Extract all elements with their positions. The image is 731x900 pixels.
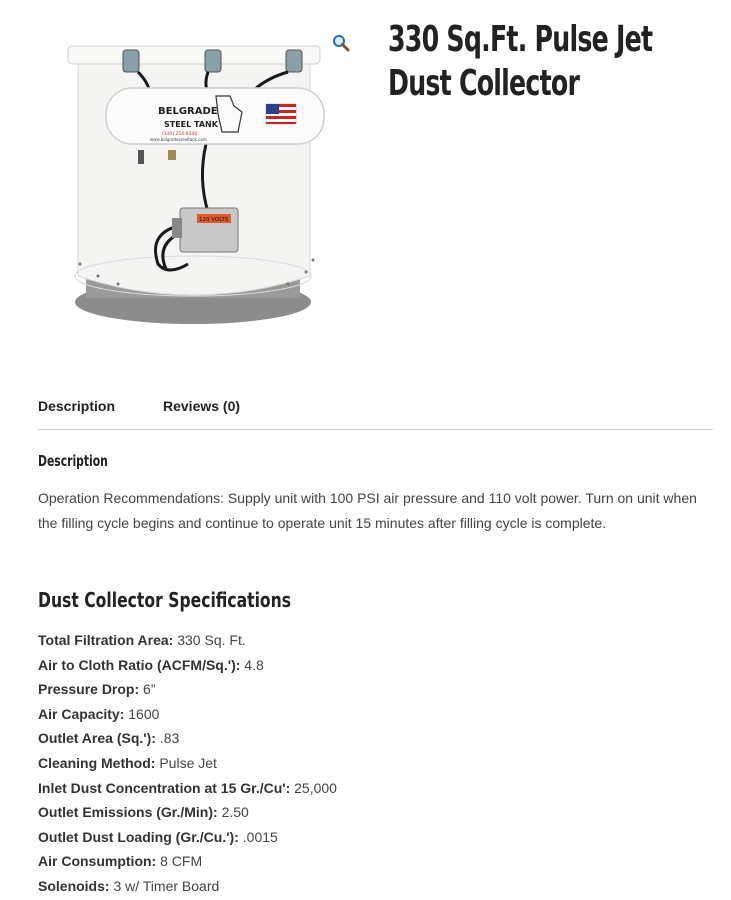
- specifications-list: [38, 628, 337, 899]
- spec-row: [38, 751, 337, 776]
- description-heading: Description: [38, 452, 108, 470]
- spec-value: Pulse Jet: [159, 754, 217, 771]
- svg-text:www.belgradesteeltank.com: www.belgradesteeltank.com: [150, 137, 207, 142]
- spec-value: .0015: [242, 828, 278, 845]
- spec-value: 1600: [128, 705, 160, 722]
- spec-value: 3 w/ Timer Board: [113, 877, 220, 894]
- svg-text:STEEL TANK: STEEL TANK: [164, 120, 218, 129]
- spec-row: [38, 800, 337, 825]
- spec-row: [38, 628, 337, 653]
- spec-row: [38, 677, 337, 702]
- dust-collector-photo: [38, 14, 368, 354]
- spec-label: Inlet Dust Concentration at 15 Gr./Cu':: [38, 779, 291, 796]
- spec-value: 25,000: [294, 779, 337, 796]
- voltage-label: 120 VOLTS: [199, 217, 229, 223]
- spec-row: [38, 874, 337, 899]
- spec-value: 330 Sq. Ft.: [177, 632, 246, 648]
- spec-value: 8 CFM: [160, 853, 203, 870]
- spec-value: 4.8: [244, 656, 264, 673]
- spec-label: Air to Cloth Ratio (ACFM/Sq.'):: [38, 656, 241, 673]
- spec-value: 2.50: [221, 804, 249, 821]
- svg-text:(330) 254-8346: (330) 254-8346: [162, 132, 198, 137]
- spec-label: Solenoids:: [38, 877, 110, 894]
- spec-row: [38, 825, 337, 850]
- spec-row: [38, 653, 337, 678]
- spec-label: Cleaning Method:: [38, 754, 156, 771]
- spec-row: [38, 776, 337, 801]
- product-title: 330 Sq.Ft. Pulse Jet Dust Collector: [388, 19, 653, 104]
- spec-label: Total Filtration Area:: [38, 632, 174, 648]
- tab-reviews[interactable]: Reviews (0): [163, 398, 241, 414]
- spec-label: Pressure Drop:: [38, 681, 140, 698]
- product-image[interactable]: [38, 14, 368, 354]
- spec-value: .83: [159, 730, 180, 747]
- spec-row: [38, 702, 337, 727]
- spec-row: [38, 726, 337, 751]
- spec-row: [38, 849, 337, 874]
- tab-description[interactable]: Description: [38, 398, 116, 414]
- product-tabs: [38, 386, 713, 430]
- operation-recommendations: Operation Recommendations: Supply unit with 100 PSI air pressure and 110 volt power. Turn on unit when the filling cycle begins and continue to operate unit 15 minutes after filling cycle is complete.: [38, 490, 697, 531]
- spec-label: Outlet Dust Loading (Gr./Cu.'):: [38, 828, 239, 845]
- magnifier-icon[interactable]: [331, 33, 351, 53]
- spec-label: Air Capacity:: [38, 705, 125, 722]
- brand-logo-text: BELGRADE: [158, 106, 218, 117]
- spec-label: Outlet Area (Sq.'):: [38, 730, 156, 747]
- us-flag-icon: [266, 104, 296, 124]
- spec-label: Outlet Emissions (Gr./Min):: [38, 804, 218, 821]
- spec-label: Air Consumption:: [38, 853, 157, 870]
- spec-value: 6”: [143, 681, 156, 698]
- specifications-heading: Dust Collector Specifications: [38, 588, 292, 612]
